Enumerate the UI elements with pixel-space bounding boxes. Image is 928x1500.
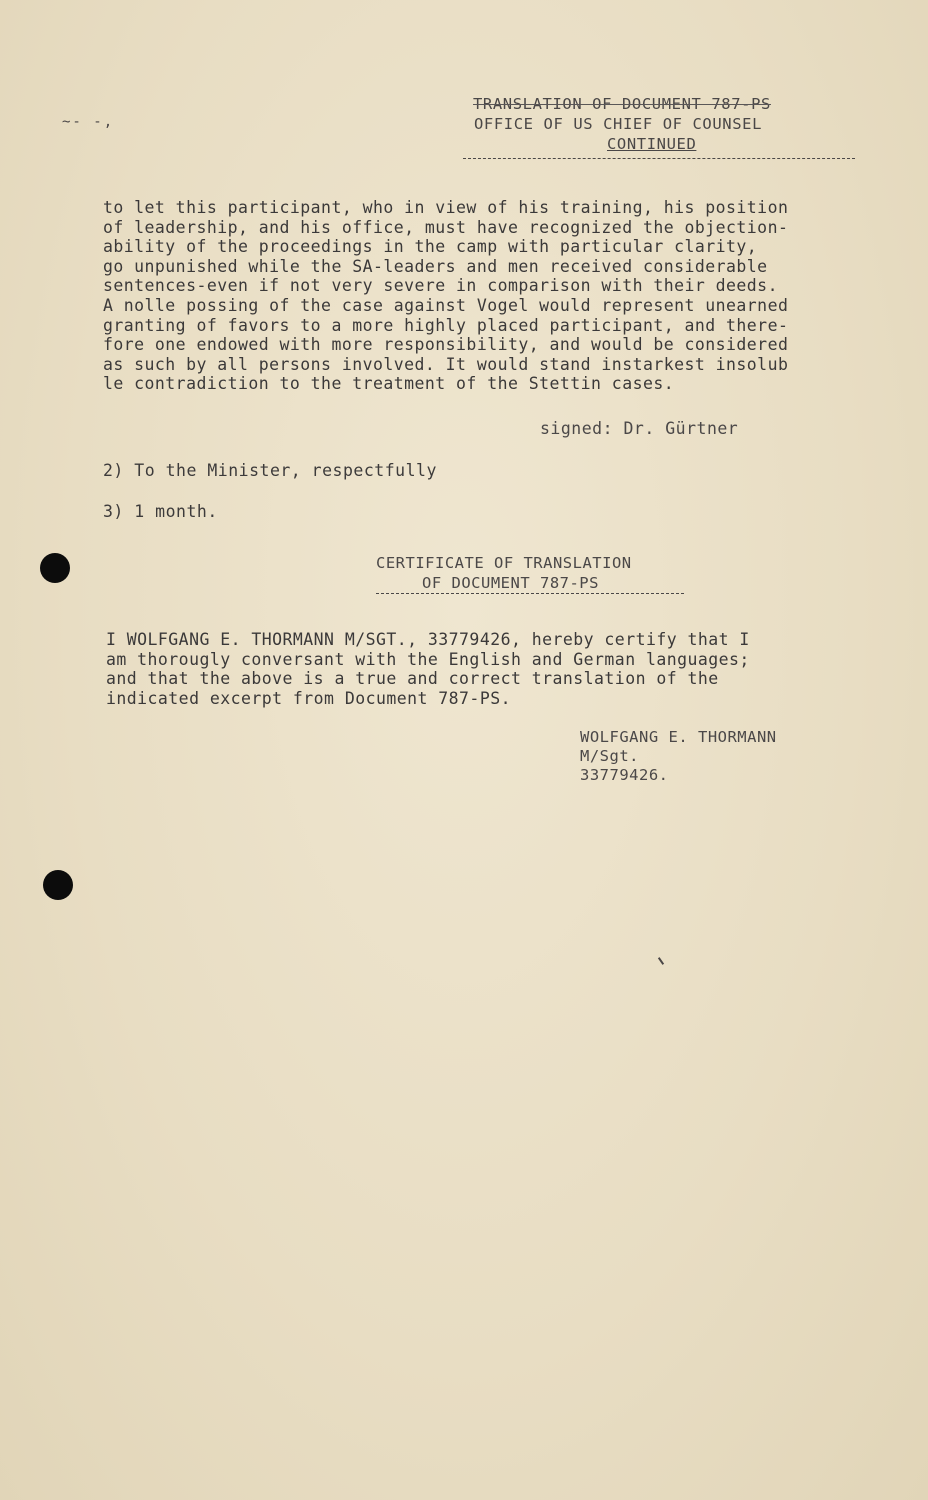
certificate-line: and that the above is a true and correct translation of the xyxy=(106,669,719,689)
numbered-item-2: 2) To the Minister, respectfully xyxy=(103,461,437,480)
body-line: A nolle possing of the case against Vogel would represent unearned xyxy=(103,295,789,315)
header-translation-line: TRANSLATION OF DOCUMENT 787-PS xyxy=(473,95,771,113)
certificate-line: I WOLFGANG E. THORMANN M/SGT., 33779426, hereby certify that I xyxy=(106,630,750,649)
document-header xyxy=(463,94,855,154)
body-line: fore one endowed with more responsibility, and would be considered xyxy=(103,335,789,355)
header-rule xyxy=(463,158,855,159)
body-line: ability of the proceedings in the camp with particular clarity, xyxy=(103,237,758,257)
header-continued-line: CONTINUED xyxy=(607,135,697,153)
margin-mark: ~- -, xyxy=(62,114,115,130)
paper-speck xyxy=(658,957,664,965)
translator-signature-block xyxy=(580,728,777,785)
certificate-rule xyxy=(376,593,684,594)
body-line: le contradiction to the treatment of the Stettin cases. xyxy=(103,374,675,394)
signed-line: signed: Dr. Gürtner xyxy=(540,419,739,438)
certificate-line: indicated excerpt from Document 787-PS. xyxy=(106,688,511,708)
certificate-paragraph xyxy=(106,630,866,708)
certificate-line: am thorougly conversant with the English and German languages; xyxy=(106,649,750,669)
body-line: to let this participant, who in view of his training, his position xyxy=(103,198,789,217)
translator-name: WOLFGANG E. THORMANN xyxy=(580,728,777,746)
numbered-item-3: 3) 1 month. xyxy=(103,502,218,521)
body-line: sentences-even if not very severe in comparison with their deeds. xyxy=(103,276,778,296)
body-line: as such by all persons involved. It would stand instarkest insolub xyxy=(103,354,789,374)
body-paragraph xyxy=(103,198,893,394)
punch-hole xyxy=(43,870,73,900)
body-line: of leadership, and his office, must have recognized the objection- xyxy=(103,217,789,237)
header-office-line: OFFICE OF US CHIEF OF COUNSEL xyxy=(474,115,763,133)
punch-hole xyxy=(40,553,70,583)
translator-rank: M/Sgt. xyxy=(580,747,639,765)
certificate-title xyxy=(376,553,686,593)
body-line: go unpunished while the SA-leaders and men received considerable xyxy=(103,256,768,276)
body-line: granting of favors to a more highly placed participant, and there- xyxy=(103,315,789,335)
translator-serial: 33779426. xyxy=(580,766,669,784)
certificate-title-line: OF DOCUMENT 787-PS xyxy=(422,574,599,592)
certificate-title-line: CERTIFICATE OF TRANSLATION xyxy=(376,554,632,572)
